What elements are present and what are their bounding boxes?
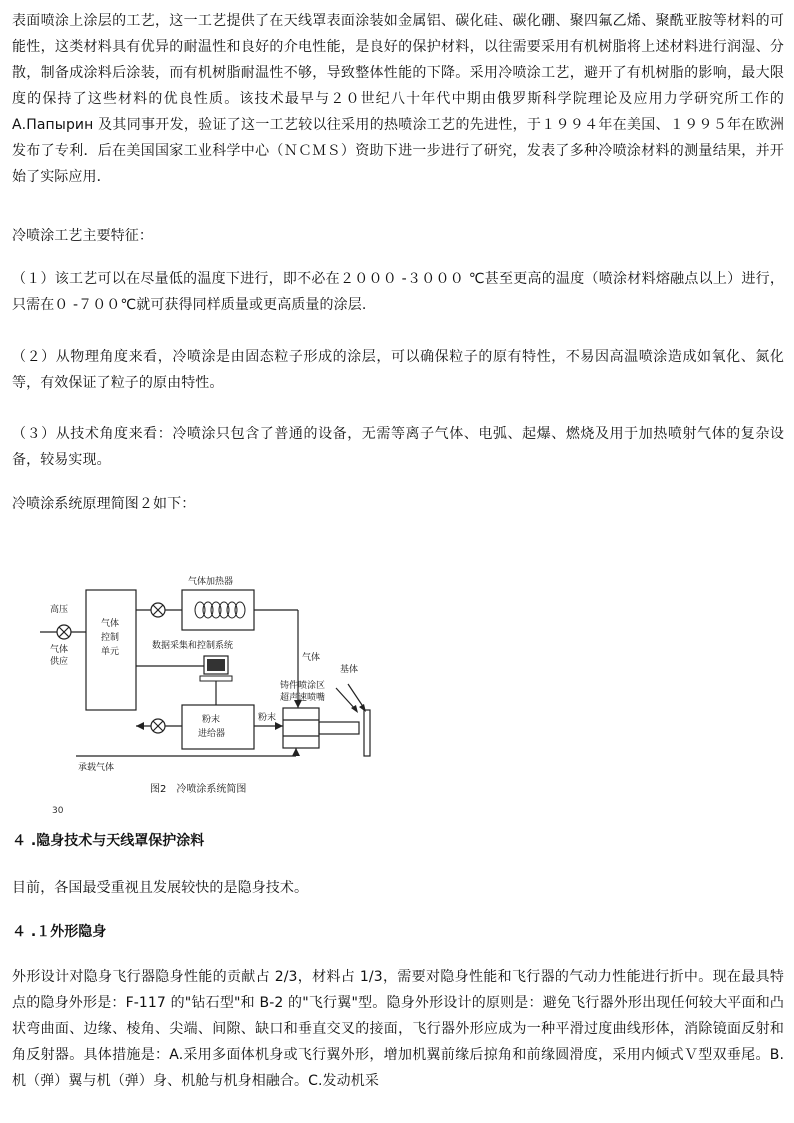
gas-heater-box [182,590,254,630]
paragraph-features-lead: 冷喷涂工艺主要特征： [12,228,153,244]
label-powder: 粉末 [258,713,277,723]
label-gas-heater: 气体加热器 [188,577,234,587]
label-gas-supply-1: 气体 [50,645,69,655]
label-substrate: 基体 [340,665,359,675]
paragraph-diagram-lead: 冷喷涂系统原理简图２如下： [12,496,196,512]
powder-feeder-box [182,705,254,749]
label-control-1: 气体 [101,619,120,629]
label-carrier-gas: 承载气体 [78,763,115,773]
cold-spray-system-diagram [40,560,380,820]
label-gas-supply-2: 供应 [50,657,69,667]
paragraph-shape-stealth: 外形设计对隐身飞行器隐身性能的贡献占 2/3，材料占 1/3，需要对隐身性能和飞行器的气动力性能进行折中。现在最具特点的隐身外形是：F-117 的"钻石型"和 B-2 的"飞行翼"型。隐身外形设计的原则是：避免飞行器外形出现任何较大平面和凸状弯曲面、边缘、棱角、尖端、间隙、缺口和垂直交叉的接面，飞行器外形应成为一种平滑过度曲线形体，消除镜面反射和角反射器。具体措施是：A.采用多面体机身或飞行翼外形，增加机翼前缘后掠角和前缘圆滑度，采用内倾式Ｖ型双垂尾。B.机（弹）翼与机（弹）身、机舱与机身相融合。C.发动机采 [12,969,784,1089]
section-heading-shape-stealth: ４ .１外形隐身 [12,924,107,940]
label-feeder-2: 进给器 [198,729,226,739]
paragraph-feature-1: （１）该工艺可以在尽量低的温度下进行，即不必在２０００ -３０００ ℃甚至更高的温度（喷涂材料熔融点以上）进行，只需在０ -７００℃就可获得同样质量或更高质量的涂层. [12,271,784,313]
section-heading-stealth: ４ .隐身技术与天线罩保护涂料 [12,833,205,849]
label-spray-zone: 铸件喷涂区 [280,681,326,691]
substrate-plate [364,710,370,756]
label-control-3: 单元 [101,647,120,657]
label-daq-system: 数据采集和控制系统 [152,641,234,651]
label-gas: 气体 [302,653,321,663]
label-control-2: 控制 [101,633,120,643]
paragraph-feature-2: （２）从物理角度来看，冷喷涂是由固态粒子形成的涂层，可以确保粒子的原有特性，不易因高温喷涂造成如氧化、氮化等，有效保证了粒子的原由特性。 [12,349,784,391]
paragraph-stealth-intro: 目前，各国最受重视且发展较快的是隐身技术。 [12,880,309,896]
paragraph-cold-spray-intro: 表面喷涂上涂层的工艺，这一工艺提供了在天线罩表面涂装如金属铝、碳化硅、碳化硼、聚四氟乙烯、聚酰亚胺等材料的可能性，这类材料具有优异的耐温性和良好的介电性能，是良好的保护材料，以往需要采用有机树脂将上述材料进行润湿、分散，制备成涂料后涂装，而有机树脂耐温性不够，导致整体性能的下降。采用冷喷涂工艺，避开了有机树脂的影响，最大限度的保持了这些材料的优良性质。该技术最早与２０世纪八十年代中期由俄罗斯科学院理论及应用力学研究所工作的 А.Папырин 及其同事开发，验证了这一工艺较以往采用的热喷涂工艺的先进性，于１９９４年在美国、１９９５年在欧洲发布了专利．后在美国国家工业科学中心（ＮＣＭＳ）资助下进一步进行了研究，发表了多种冷喷涂材料的测量结果，并开始了实际应用． [12,13,784,185]
computer-icon [200,656,232,681]
supersonic-nozzle [319,722,359,734]
label-feeder-1: 粉末 [202,715,221,725]
page-number: 30 [52,806,64,816]
figure-caption: 图2 冷喷涂系统简图 [150,784,247,795]
label-high-pressure: 高压 [50,605,69,615]
nozzle-chamber [283,708,319,748]
heater-coil-icon [195,602,245,618]
paragraph-feature-3: （３）从技术角度来看：冷喷涂只包含了普通的设备，无需等离子气体、电弧、起爆、燃烧及用于加热喷射气体的复杂设备，较易实现。 [12,426,784,468]
label-nozzle: 超声速喷嘴 [280,693,326,703]
